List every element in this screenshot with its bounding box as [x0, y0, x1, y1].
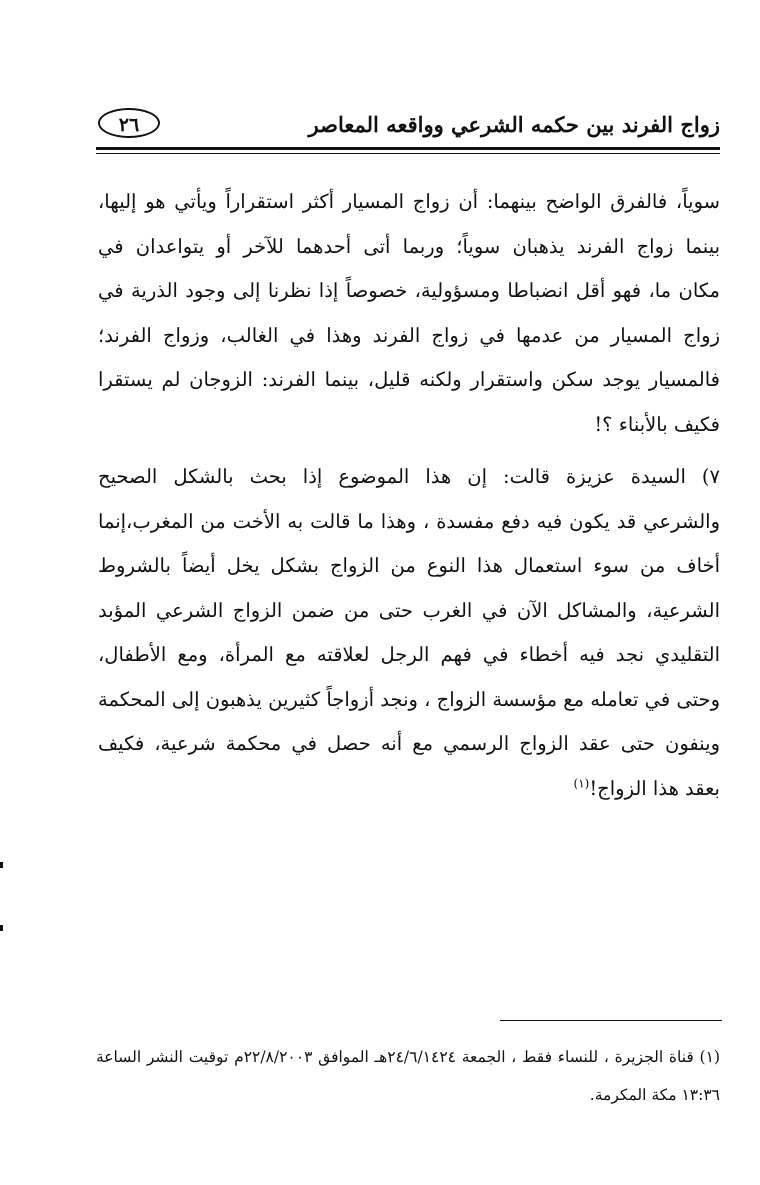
footnote-separator	[500, 1020, 722, 1021]
text-line: والشرعي قد يكون فيه دفع مفسدة ، وهذا ما قالت به الأخت من المغرب،إنما	[98, 509, 720, 533]
paragraph-1	[98, 180, 720, 447]
text-line: فالمسيار يوجد سكن واستقرار ولكنه قليل، بينما الفرند: الزوجان لم يستقرا	[98, 368, 720, 391]
body-text	[98, 180, 720, 811]
text-line: أخاف من سوء استعمال هذا النوع من الزواج بشكل يخل أيضاً بالشروط	[98, 554, 720, 577]
text-line: ٧) السيدة عزيزة قالت: إن هذا الموضوع إذا بحث بالشكل الصحيح	[98, 465, 720, 488]
header-rule-thin	[96, 153, 720, 154]
text-line: زواج المسيار من عدمها في زواج الفرند وهذا في الغالب، وزواج الفرند؛	[98, 323, 720, 347]
text-line: فكيف بالأبناء ؟!	[594, 412, 720, 436]
text-line: مكان ما، فهو أقل انضباطا ومسؤولية، خصوصاً إذا نظرنا إلى وجود الذرية في	[98, 279, 720, 302]
footnote-line: (١) قناة الجزيرة ، للنساء فقط ، الجمعة ٢٤/٦/١٤٢٤هـ الموافق ٢٢/٨/٢٠٠٣م توقيت النشر الساعة	[96, 1048, 720, 1066]
text-line: بينما زواج الفرند يذهبان سوياً؛ وربما أتى أحدهما للآخر أو يتواعدان في	[98, 234, 720, 258]
text-line-content: بعقد هذا الزواج!	[589, 776, 720, 800]
page-number: ٢٦	[98, 108, 160, 138]
page-header	[96, 106, 720, 146]
header-rule-thick	[96, 147, 720, 150]
text-line: الشرعية، والمشاكل الآن في الغرب حتى من ضمن الزواج الشرعي المؤبد	[98, 598, 720, 622]
scan-mark	[0, 862, 3, 868]
text-line: وينفون حتى عقد الزواج الرسمي مع أنه حصل في محكمة شرعية، فكيف	[98, 732, 720, 755]
text-line: التقليدي نجد فيه أخطاء في فهم الرجل لعلاقته مع المرأة، ومع الأطفال،	[98, 643, 720, 666]
footnote-reference: (١)	[573, 776, 590, 790]
text-line: سوياً، فالفرق الواضح بينهما: أن زواج المسيار أكثر استقراراً ويأتي هو إليها،	[98, 190, 720, 213]
running-title: زواج الفرند بين حكمه الشرعي وواقعه المعاصر	[308, 112, 720, 137]
footnotes	[96, 1038, 720, 1114]
scan-mark	[0, 925, 3, 931]
text-line-with-footnote	[98, 767, 720, 812]
footnote-line: ١٣:٣٦ مكة المكرمة.	[589, 1086, 720, 1104]
paragraph-2	[98, 455, 720, 811]
text-line: وحتى في تعامله مع مؤسسة الزواج ، ونجد أزواجاً كثيرين يذهبون إلى المحكمة	[98, 687, 720, 711]
